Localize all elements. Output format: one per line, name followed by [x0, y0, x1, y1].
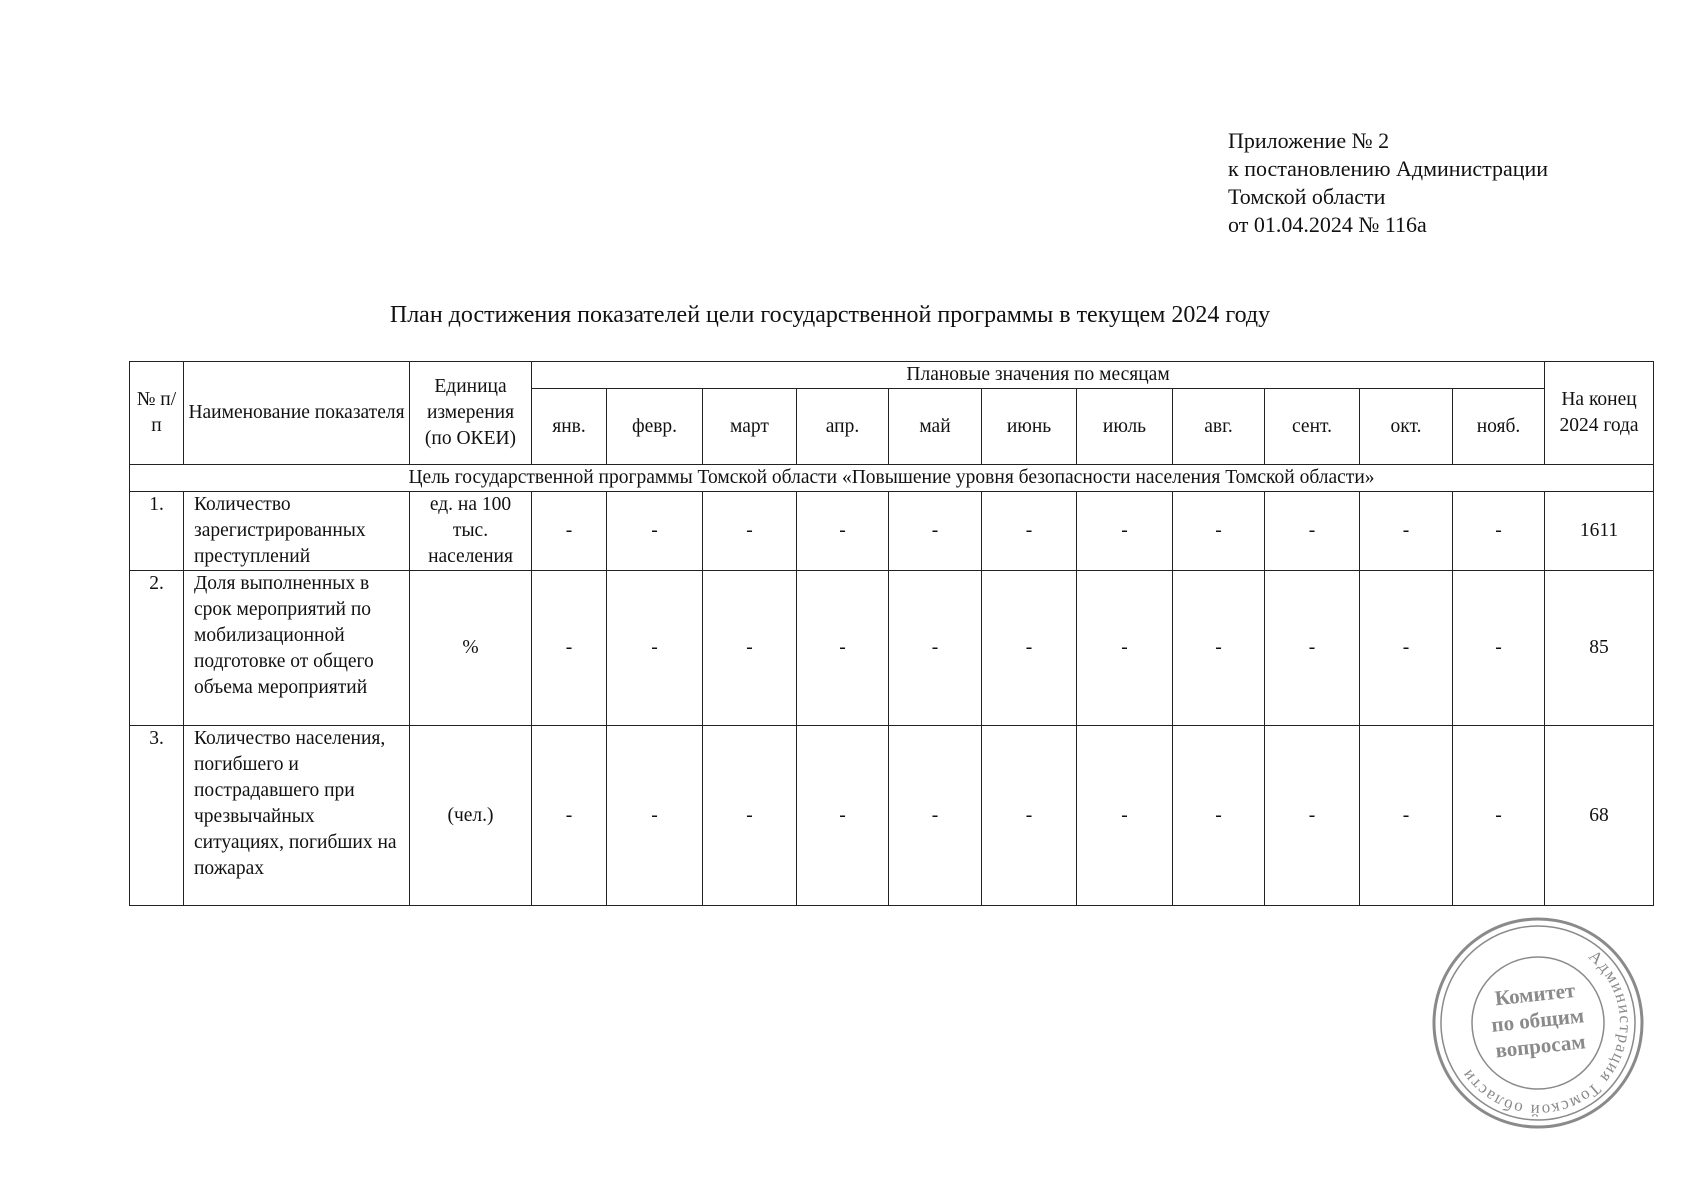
- row-month-value-cell: -: [1077, 726, 1173, 906]
- row-unit-cell: %: [410, 571, 532, 726]
- row-month-value-cell: -: [1173, 571, 1265, 726]
- row-month-value-cell: -: [532, 726, 607, 906]
- header-num: № п/п: [130, 362, 184, 465]
- row-month-value-cell: -: [1453, 726, 1545, 906]
- row-num-cell: 3.: [130, 726, 184, 906]
- header-row-1: [130, 362, 1654, 389]
- document-title: План достижения показателей цели государственной программы в текущем 2024 году: [389, 302, 1271, 328]
- row-month-value-cell: -: [982, 571, 1077, 726]
- row-num-cell: 1.: [130, 492, 184, 571]
- header-unit: Единица измерения (по ОКЕИ): [410, 362, 532, 465]
- seal-ring-text: Администрация Томской области: [1456, 946, 1636, 1121]
- seal-center-line-2: по общим: [1490, 1003, 1586, 1037]
- row-month-value-cell: -: [1265, 571, 1360, 726]
- appendix-line-2: к постановлению Администрации: [1228, 156, 1549, 181]
- row-month-value-cell: -: [1360, 492, 1453, 571]
- row-month-value-cell: -: [532, 492, 607, 571]
- row-month-value-cell: -: [1265, 492, 1360, 571]
- row-month-value-cell: -: [1077, 492, 1173, 571]
- row-end-value-cell: 85: [1545, 571, 1654, 726]
- header-name: Наименование показателя: [184, 362, 410, 465]
- appendix-line-4: от 01.04.2024 № 116а: [1228, 212, 1427, 237]
- row-month-value-cell: -: [703, 726, 797, 906]
- row-month-value-cell: -: [607, 571, 703, 726]
- table-row: [130, 726, 1654, 906]
- row-month-value-cell: -: [797, 726, 889, 906]
- row-month-value-cell: -: [1360, 726, 1453, 906]
- row-month-value-cell: -: [982, 492, 1077, 571]
- row-month-value-cell: -: [1453, 492, 1545, 571]
- header-month-cell: янв.: [532, 389, 607, 465]
- table-row: [130, 571, 1654, 726]
- goal-text: Цель государственной программы Томской области «Повышение уровня безопасности населения Томской области»: [130, 465, 1654, 492]
- row-name-cell: Количество населения, погибшего и пострадавшего при чрезвычайных ситуациях, погибших на пожарах: [184, 726, 410, 906]
- row-unit-cell: (чел.): [410, 726, 532, 906]
- row-num-cell: 2.: [130, 571, 184, 726]
- row-month-value-cell: -: [1173, 726, 1265, 906]
- row-month-value-cell: -: [607, 492, 703, 571]
- row-month-value-cell: -: [889, 571, 982, 726]
- appendix-line-1: Приложение № 2: [1228, 128, 1390, 153]
- row-month-value-cell: -: [1453, 571, 1545, 726]
- seal-stamp: [1428, 913, 1648, 1133]
- row-month-value-cell: -: [797, 571, 889, 726]
- row-name-cell: Доля выполненных в срок мероприятий по мобилизационной подготовке от общего объема мероприятий: [184, 571, 410, 726]
- seal-center-line-3: вопросам: [1494, 1029, 1587, 1063]
- row-end-value-cell: 1611: [1545, 492, 1654, 571]
- row-month-value-cell: -: [703, 571, 797, 726]
- header-month-cell: авг.: [1173, 389, 1265, 465]
- row-month-value-cell: -: [889, 492, 982, 571]
- row-month-value-cell: -: [1265, 726, 1360, 906]
- header-month-cell: май: [889, 389, 982, 465]
- row-month-value-cell: -: [1173, 492, 1265, 571]
- row-month-value-cell: -: [1360, 571, 1453, 726]
- header-month-cell: июнь: [982, 389, 1077, 465]
- row-month-value-cell: -: [1077, 571, 1173, 726]
- table-row: [130, 492, 1654, 571]
- row-month-value-cell: -: [703, 492, 797, 571]
- header-month-cell: нояб.: [1453, 389, 1545, 465]
- row-month-value-cell: -: [889, 726, 982, 906]
- header-month-cell: апр.: [797, 389, 889, 465]
- row-month-value-cell: -: [797, 492, 889, 571]
- plan-table: [129, 361, 1654, 906]
- row-month-value-cell: -: [607, 726, 703, 906]
- row-month-value-cell: -: [982, 726, 1077, 906]
- header-month-cell: окт.: [1360, 389, 1453, 465]
- goal-row: [130, 465, 1654, 492]
- header-month-cell: февр.: [607, 389, 703, 465]
- row-month-value-cell: -: [532, 571, 607, 726]
- header-month-cell: сент.: [1265, 389, 1360, 465]
- header-month-cell: июль: [1077, 389, 1173, 465]
- seal-center-line-1: Комитет: [1493, 978, 1577, 1011]
- row-unit-cell: ед. на 100 тыс. населения: [410, 492, 532, 571]
- row-end-value-cell: 68: [1545, 726, 1654, 906]
- header-months-group: Плановые значения по месяцам: [532, 362, 1545, 389]
- header-month-cell: март: [703, 389, 797, 465]
- row-name-cell: Количество зарегистрированных преступлений: [184, 492, 410, 571]
- appendix-block: [1228, 127, 1548, 239]
- appendix-line-3: Томской области: [1228, 184, 1386, 209]
- header-end-of-year: На конец 2024 года: [1545, 362, 1654, 465]
